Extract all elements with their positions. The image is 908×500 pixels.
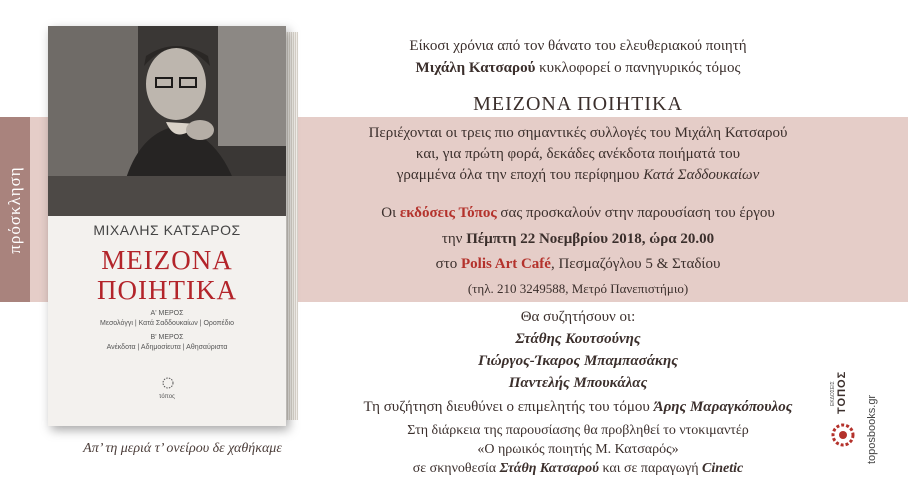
- headline: ΜΕΙΖΟΝΑ ΠΟΙΗΤΙΚΑ: [473, 93, 683, 115]
- publisher-url[interactable]: toposbooks.gr: [866, 394, 878, 464]
- book-pages: [284, 32, 298, 420]
- intro-line-2-rest: κυκλοφορεί ο πανηγυρικός τόμος: [535, 60, 741, 76]
- contact-line: (τηλ. 210 3249588, Μετρό Πανεπιστήμιο): [467, 281, 689, 296]
- cover-part-b-heading: Β' ΜΕΡΟΣ: [150, 334, 184, 341]
- moderator-pre: Τη συζήτηση διευθύνει ο επιμελητής του τόμου: [363, 399, 654, 415]
- publisher-logo: [828, 352, 888, 472]
- cover-author: ΜΙΧΑΛΗΣ ΚΑΤΣΑΡΟΣ: [93, 222, 241, 238]
- cover-part-b-items: Ανέκδοτα | Αδημοσίευτα | Αθησαύριστα: [106, 344, 228, 351]
- publisher-logo-icon: [156, 376, 180, 394]
- speaker-1: Στάθης Κουτσούνης: [515, 331, 641, 347]
- invitation-pre: Οι: [381, 205, 400, 221]
- intro-line-1: Είκοσι χρόνια από τον θάνατο του ελευθεριακού ποιητή: [409, 38, 747, 54]
- publisher-logo-name: ΤΟΠΟΣ: [836, 370, 848, 414]
- motto: Απ’ τη μεριά τ’ ονείρου δε χαθήκαμε: [83, 441, 282, 456]
- cover-title-1: ΜΕΙΖΟΝΑ: [101, 245, 233, 275]
- cover-publisher-mark: τόπος: [159, 394, 175, 400]
- band-line-2: και, για πρώτη φορά, δεκάδες ανέκδοτα ποιήματά του: [415, 146, 741, 162]
- band-line-1: Περιέχονται οι τρεις πιο σημαντικές συλλογές του Μιχάλη Κατσαρού: [368, 125, 788, 141]
- documentary-producer: Cinetic: [702, 461, 744, 476]
- venue-pre: στο: [435, 256, 461, 272]
- date-pre: την: [441, 231, 467, 247]
- venue-address: , Πεσμαζόγλου 5 & Σταδίου: [550, 256, 721, 272]
- band-line-3: [318, 167, 838, 184]
- invitation-line: [318, 205, 838, 222]
- cover-part-a-items: Μεσολόγγι | Κατά Σαδδουκαίων | Οροπέδιο: [100, 320, 234, 327]
- author-photo: [48, 26, 286, 216]
- cover-title-2: ΠΟΙΗΤΙΚΑ: [97, 275, 237, 305]
- book-cover: [48, 26, 286, 426]
- cover-part-a-heading: Α' ΜΕΡΟΣ: [150, 310, 184, 317]
- documentary-mid: και σε παραγωγή: [598, 461, 703, 476]
- invitation-tab: [0, 117, 30, 302]
- documentary-line-1: Στη διάρκεια της παρουσίασης θα προβληθεί το ντοκιμαντέρ: [407, 423, 749, 438]
- book-image: [48, 26, 298, 426]
- poet-name: Μιχάλη Κατσαρού: [415, 60, 536, 76]
- intro-line-2: [318, 60, 838, 77]
- publisher-small: ΕΚΔΟΣΕΙΣ: [830, 381, 836, 406]
- publisher-emblem-icon: [830, 422, 856, 448]
- venue-line: [318, 256, 838, 273]
- venue-name: Polis Art Café: [460, 256, 551, 272]
- date-line: [318, 231, 838, 248]
- speaker-3: Παντελής Μπουκάλας: [508, 375, 648, 391]
- documentary-director: Στάθη Κατσαρού: [499, 461, 599, 476]
- band-line-3-italic: Κατά Σαδδουκαίων: [643, 167, 760, 183]
- documentary-pre: σε σκηνοθεσία: [412, 461, 500, 476]
- moderator-line: [318, 399, 838, 416]
- moderator-name: Άρης Μαραγκόπουλος: [653, 399, 793, 415]
- documentary-title: «Ο ηρωικός ποιητής Μ. Κατσαρός»: [477, 442, 679, 457]
- event-date: Πέμπτη 22 Νοεμβρίου 2018, ώρα 20.00: [466, 231, 715, 247]
- publisher-name: εκδόσεις Τόπος: [399, 205, 497, 221]
- band-line-3-start: γραμμένα όλα την εποχή του περίφημου: [396, 167, 644, 183]
- speakers-heading: Θα συζητήσουν οι:: [520, 309, 636, 325]
- invitation-label: πρόσκληση: [5, 165, 24, 254]
- invitation-rest: σας προσκαλούν στην παρουσίαση του έργου: [496, 205, 775, 221]
- speaker-2: Γιώργος-Ίκαρος Μπαμπασάκης: [478, 353, 678, 369]
- documentary-line-3: [318, 461, 838, 477]
